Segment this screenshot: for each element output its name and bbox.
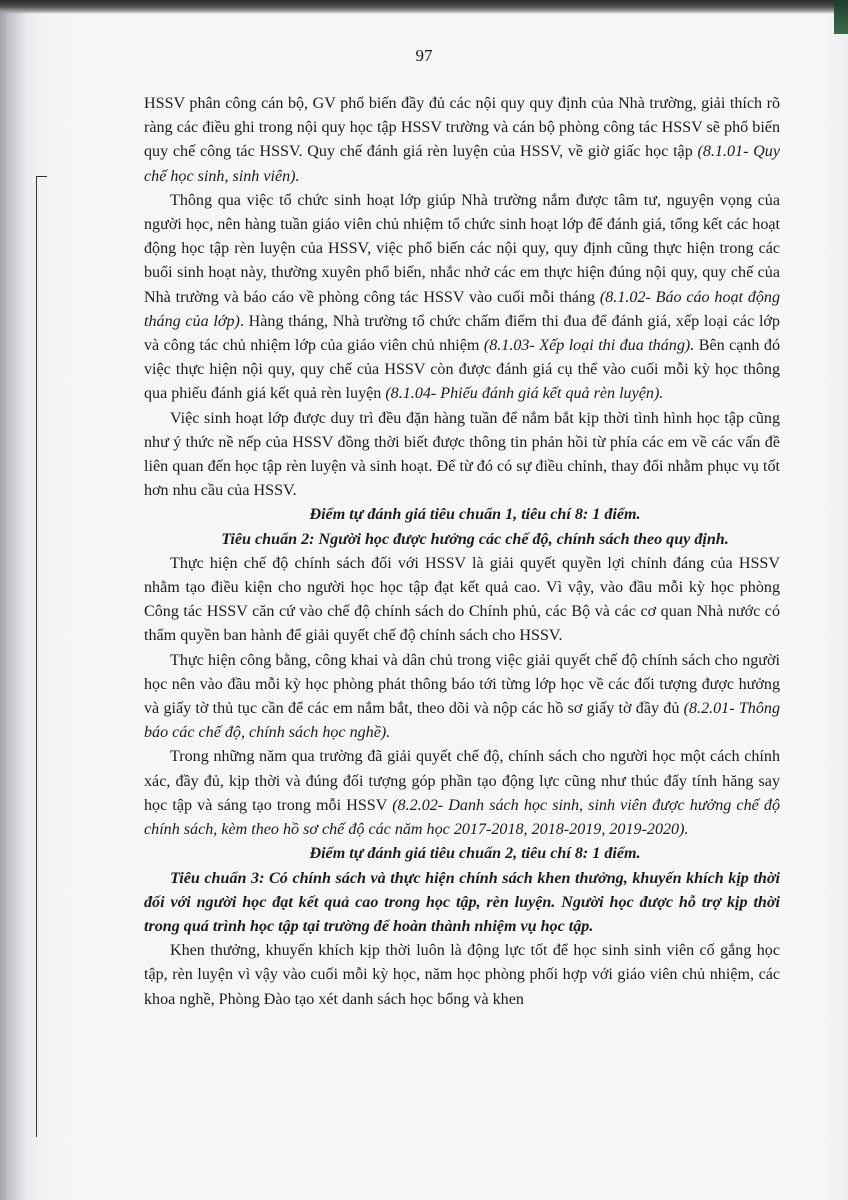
paragraph-5: Thực hiện công bằng, công khai và dân chủ trong việc giải quyết chế độ chính sách cho người học nên vào đầu mỗi kỳ học phòng phát thông báo tới từng lớp học về các đối tượng được hưởng và giấy tờ thủ tục cần để các em nắm bắt, theo dõi và nộp các hồ sơ giấy tờ đầy đủ (8.2.01- Thông báo các chế độ, chính sách học nghề). bbox=[144, 651, 780, 742]
score-heading-standard-2: Điểm tự đánh giá tiêu chuẩn 2, tiêu chí 8: 1 điểm. bbox=[309, 845, 641, 863]
paragraph-6: Trong những năm qua trường đã giải quyết chế độ, chính sách cho người học một cách chính xác, đầy đủ, kịp thời và đúng đối tượng góp phần tạo động lực cũng như thúc đẩy tính hăng say học tập và sáng tạo trong mỗi HSSV (8.2.02- Danh sách học sinh, sinh viên được hưởng chế độ chính sách, kèm theo hồ sơ chế độ các năm học 2017-2018, 2018-2019, 2019-2020). bbox=[144, 748, 780, 839]
standard-3-heading: Tiêu chuẩn 3: Có chính sách và thực hiện chính sách khen thưởng, khuyến khích kịp thời đối với người học đạt kết quả cao trong học tập, rèn luyện. Người học được hỗ trợ kịp thời trong quá trình học tập tại trường để hoàn thành nhiệm vụ học tập. bbox=[144, 869, 780, 935]
margin-bracket-mark bbox=[36, 176, 47, 1137]
book-cover-edge bbox=[834, 0, 848, 34]
page-body-text bbox=[144, 92, 780, 1012]
score-heading-standard-1: Điểm tự đánh giá tiêu chuẩn 1, tiêu chí 8: 1 điểm. bbox=[309, 506, 641, 524]
paragraph-4: Thực hiện chế độ chính sách đối với HSSV là giải quyết quyền lợi chính đáng của HSSV nhằm tạo điều kiện cho người học học tập đạt kết quả cao. Vì vậy, vào đầu mỗi kỳ học phòng Công tác HSSV căn cứ vào chế độ chính sách do Chính phủ, các Bộ và các cơ quan Nhà nước có thẩm quyền ban hành để giải quyết chế độ chính sách cho HSSV. bbox=[144, 554, 780, 645]
book-spine-shadow bbox=[0, 0, 26, 1200]
scan-top-edge bbox=[0, 0, 848, 14]
standard-2-heading: Tiêu chuẩn 2: Người học được hưởng các chế độ, chính sách theo quy định. bbox=[221, 530, 729, 548]
paragraph-3: Việc sinh hoạt lớp được duy trì đều đặn hàng tuần để nắm bắt kịp thời tình hình học tập cũng như ý thức nề nếp của HSSV đồng thời biết được thông tin phản hồi từ phía các em về các vấn đề liên quan đến học tập rèn luyện và sinh hoạt. Để từ đó có sự điều chỉnh, thay đổi nhằm phục vụ tốt hơn nhu cầu của HSSV. bbox=[144, 409, 780, 500]
page-number: 97 bbox=[415, 46, 433, 65]
paragraph-7: Khen thưởng, khuyến khích kịp thời luôn là động lực tốt để học sinh sinh viên cố gắng học tập, rèn luyện vì vậy vào cuối mỗi kỳ học, năm học phòng phối hợp với giáo viên chủ nhiệm, các khoa nghề, Phòng Đào tạo xét danh sách học bổng và khen bbox=[144, 942, 780, 1008]
paragraph-2: Thông qua việc tổ chức sinh hoạt lớp giúp Nhà trường nắm được tâm tư, nguyện vọng của người học, nên hàng tuần giáo viên chủ nhiệm tổ chức sinh hoạt lớp để đánh giá, tổng kết các hoạt động học tập rèn luyện của HSSV, việc phổ biến các nội quy, quy định cũng thực hiện trong các buổi sinh hoạt này, thường xuyên phổ biến, nhắc nhở các em thực hiện đúng nội quy, quy chế của Nhà trường và báo cáo về phòng công tác HSSV vào cuối mỗi tháng (8.1.02- Báo cáo hoạt động tháng của lớp). Hàng tháng, Nhà trường tổ chức chấm điểm thi đua để đánh giá, xếp loại các lớp và công tác chủ nhiệm lớp của giáo viên chủ nhiệm (8.1.03- Xếp loại thi đua tháng). Bên cạnh đó việc thực hiện nội quy, quy chế của HSSV còn được đánh giá cụ thể vào cuối mỗi kỳ học thông qua phiếu đánh giá kết quả rèn luyện (8.1.04- Phiếu đánh giá kết quả rèn luyện). bbox=[144, 191, 780, 403]
paragraph-1: HSSV phân công cán bộ, GV phổ biến đầy đủ các nội quy quy định của Nhà trường, giải thích rõ ràng các điều ghi trong nội quy học tập HSSV trường và cán bộ phòng công tác HSSV sẽ phổ biến quy chế công tác HSSV. Quy chế đánh giá rèn luyện của HSSV, về giờ giấc học tập (8.1.01- Quy chế học sinh, sinh viên). bbox=[144, 95, 780, 185]
